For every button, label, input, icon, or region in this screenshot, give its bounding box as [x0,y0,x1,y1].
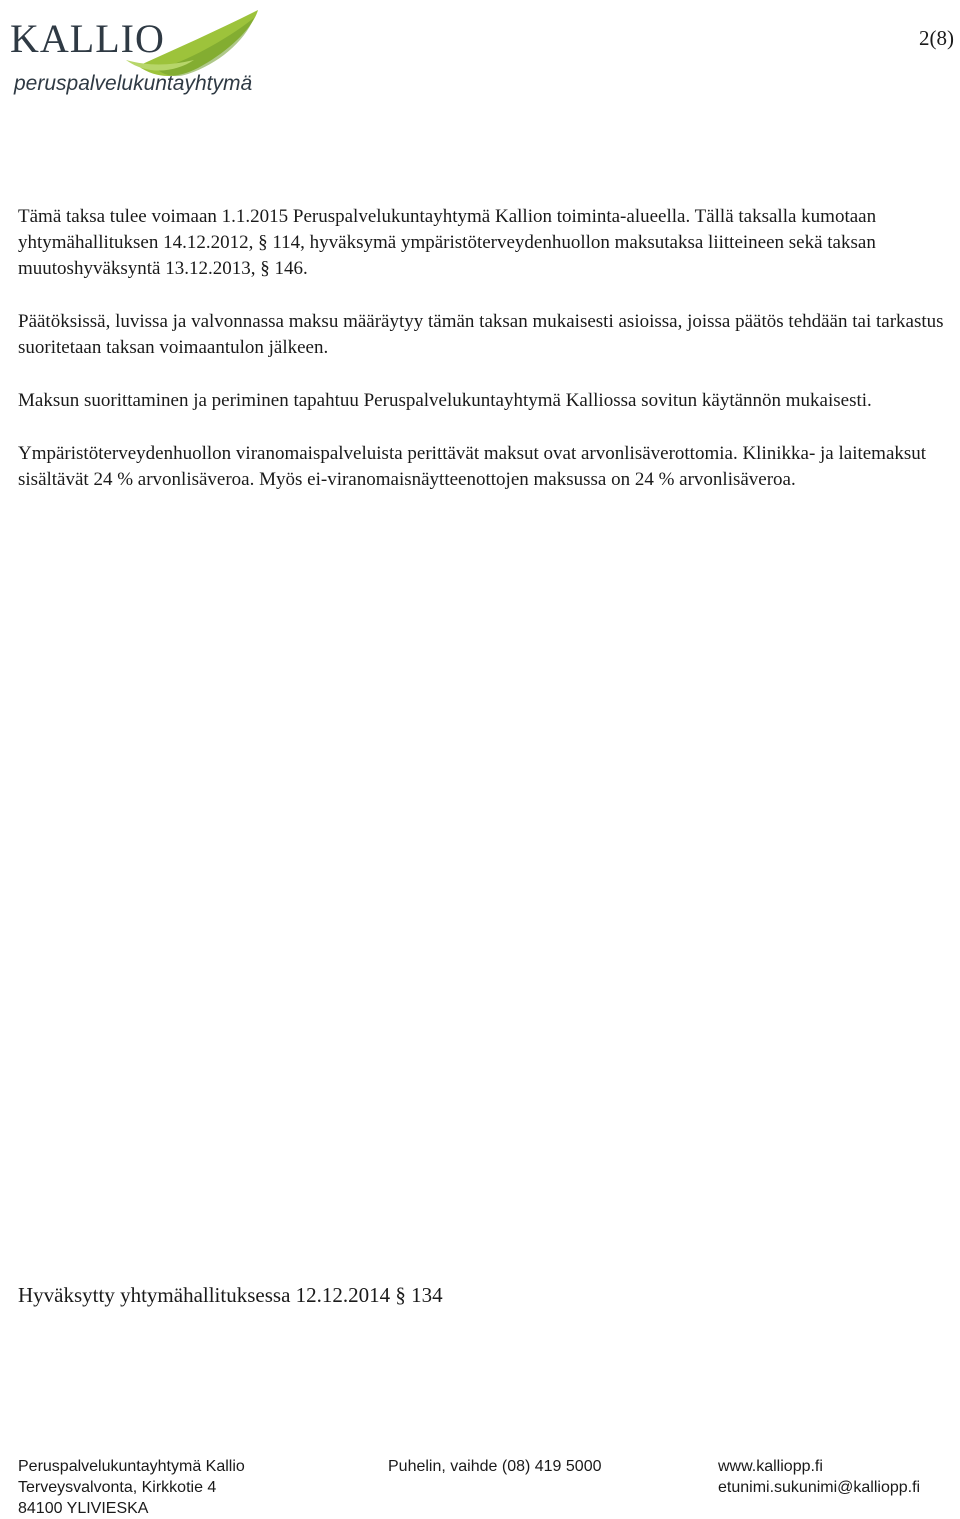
paragraph-vat: Ympäristöterveydenhuollon viranomaispalveluista perittävät maksut ovat arvonlisäverottomia. Klinikka- ja laitemaksut sisältävät 24 % arvonlisäveroa. Myös ei-viranomaisnäytteenottojen maksussa on 24 % arvonlisäveroa. [18,443,927,490]
paragraph-validity: Tämä taksa tulee voimaan 1.1.2015 Peruspalvelukuntayhtymä Kallion toiminta-alueella. Tällä taksalla kumotaan yhtymähallituksen 14.12.2012, § 114, hyväksymä ympäristöterveydenhuollon maksutaksa liitteineen sekä taksan muutoshyväksyntä 13.12.2013, § 146. [18,206,877,279]
footer-email: etunimi.sukunimi@kalliopp.fi [718,1479,921,1496]
footer-website: www.kalliopp.fi [718,1458,823,1475]
logo-tagline-text: peruspalvelukuntayhtymä [14,72,253,95]
approval-note: Hyväksytty yhtymähallituksessa 12.12.2014 § 134 [18,1283,443,1307]
footer-street: Terveysvalvonta, Kirkkotie 4 [18,1479,217,1496]
footer-org-name: Peruspalvelukuntayhtymä Kallio [18,1458,245,1475]
paragraph-decisions: Päätöksissä, luvissa ja valvonnassa maksu määräytyy tämän taksan mukaisesti asioissa, joissa päätös tehdään tai tarkastus suoritetaan taksan voimaantulon jälkeen. [18,311,944,358]
footer-contact [388,1456,602,1477]
page-number: 2(8) [919,26,954,50]
kallio-logo [8,8,270,104]
document-body [18,204,958,520]
footer-address [18,1456,245,1519]
footer-postal: 84100 YLIVIESKA [18,1500,149,1517]
logo-name-text: KALLIO [10,16,165,61]
footer-phone: Puhelin, vaihde (08) 419 5000 [388,1458,602,1475]
footer-web [718,1456,920,1498]
kallio-logo-graphic [8,8,270,104]
paragraph-payment: Maksun suorittaminen ja periminen tapahtuu Peruspalvelukuntayhtymä Kalliossa sovitun käytännön mukaisesti. [18,390,872,411]
